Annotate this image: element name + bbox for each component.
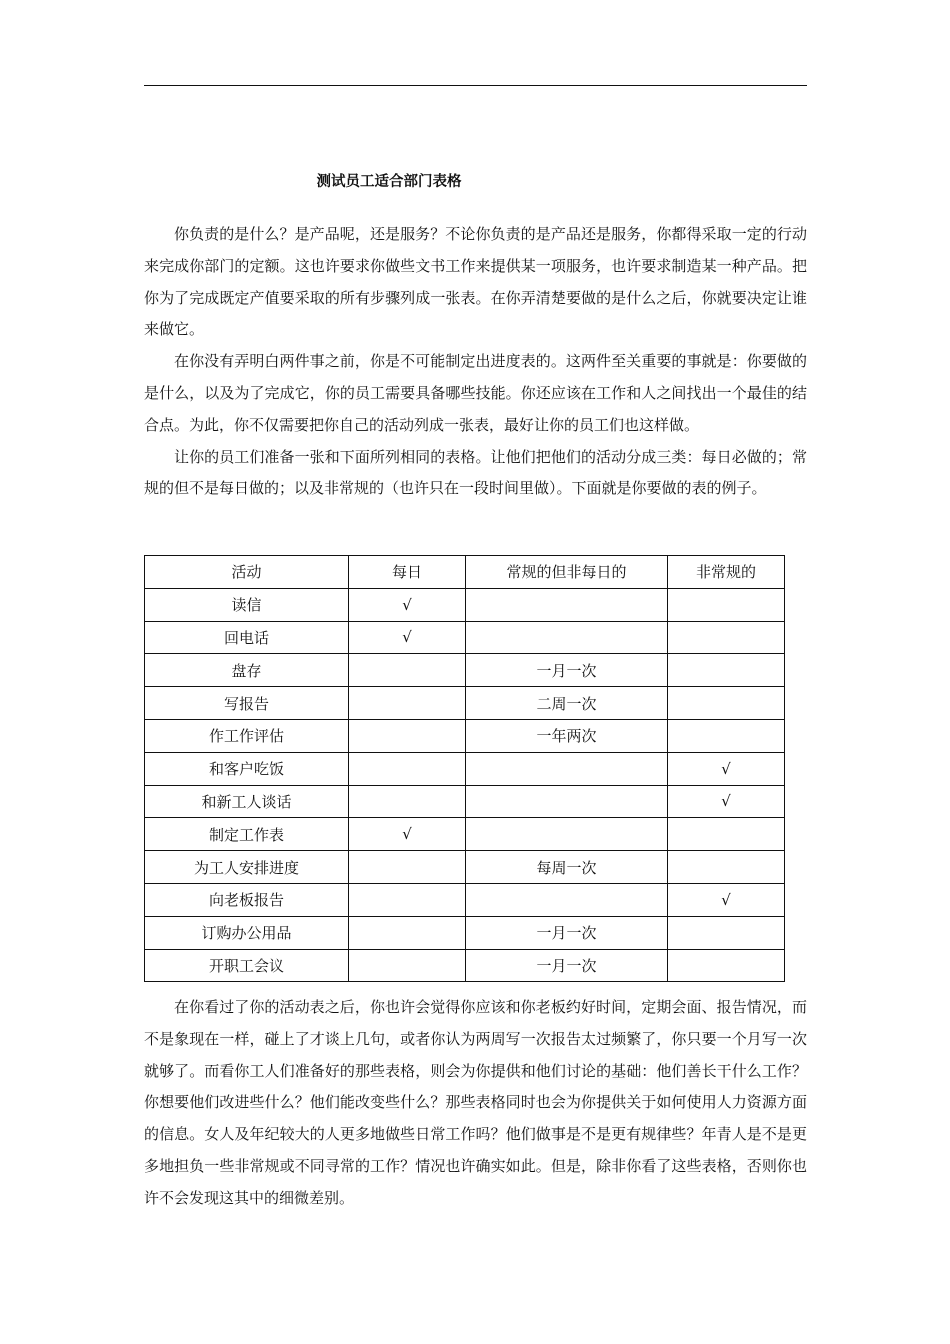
cell-regular-not-daily — [466, 883, 668, 916]
cell-irregular: √ — [668, 883, 785, 916]
intro-paragraph-2: 在你没有弄明白两件事之前，你是不可能制定出进度表的。这两件至关重要的事就是：你要做的是什么，以及为了完成它，你的员工需要具备哪些技能。你还应该在工作和人之间找出一个最佳的结合点。为此，你不仅需要把你自己的活动列成一张表，最好让你的员工们也这样做。 — [144, 352, 807, 434]
cell-activity: 订购办公用品 — [145, 916, 349, 949]
cell-irregular — [668, 949, 785, 982]
cell-activity: 回电话 — [145, 621, 349, 654]
cell-irregular — [668, 719, 785, 752]
cell-daily: √ — [349, 818, 466, 851]
document-title: 测试员工适合部门表格 — [316, 173, 462, 190]
table-row — [145, 621, 785, 654]
table-row — [145, 687, 785, 720]
cell-daily — [349, 687, 466, 720]
outro-paragraph-1: 在你看过了你的活动表之后，你也许会觉得你应该和你老板约好时间，定期会面、报告情况，而不是象现在一样，碰上了才谈上几句，或者你认为两周写一次报告太过频繁了，你只要一个月写一次就够了。而看你工人们准备好的那些表格，则会为你提供和他们讨论的基础：他们善长干什么工作？你想要他们改进些什么？他们能改变些什么？那些表格同时也会为你提供关于如何使用人力资源方面的信息。女人及年纪较大的人更多地做些日常工作吗？他们做事是不是更有规律些？年青人是不是更多地担负一些非常规或不同寻常的工作？情况也许确实如此。但是，除非你看了这些表格，否则你也许不会发现这其中的细微差别。 — [144, 998, 807, 1207]
table-body — [145, 588, 785, 982]
header-rule — [144, 85, 807, 86]
table-row — [145, 785, 785, 818]
cell-activity: 读信 — [145, 588, 349, 621]
cell-regular-not-daily — [466, 752, 668, 785]
outro-section — [144, 992, 807, 1215]
table-row — [145, 883, 785, 916]
cell-irregular — [668, 588, 785, 621]
activity-table — [144, 555, 785, 982]
table-header-row — [145, 556, 785, 589]
cell-irregular — [668, 621, 785, 654]
cell-activity: 和新工人谈话 — [145, 785, 349, 818]
cell-activity: 作工作评估 — [145, 719, 349, 752]
cell-regular-not-daily — [466, 621, 668, 654]
table-row — [145, 752, 785, 785]
cell-regular-not-daily — [466, 818, 668, 851]
cell-regular-not-daily: 一月一次 — [466, 654, 668, 687]
cell-irregular — [668, 654, 785, 687]
cell-irregular: √ — [668, 785, 785, 818]
cell-daily — [349, 654, 466, 687]
cell-activity: 盘存 — [145, 654, 349, 687]
cell-daily — [349, 851, 466, 884]
table-row — [145, 719, 785, 752]
cell-irregular: √ — [668, 752, 785, 785]
cell-activity: 为工人安排进度 — [145, 851, 349, 884]
table-row — [145, 818, 785, 851]
cell-irregular — [668, 851, 785, 884]
cell-activity: 向老板报告 — [145, 883, 349, 916]
intro-section — [144, 219, 807, 505]
cell-regular-not-daily — [466, 785, 668, 818]
cell-daily — [349, 916, 466, 949]
cell-irregular — [668, 687, 785, 720]
cell-irregular — [668, 916, 785, 949]
table-row — [145, 916, 785, 949]
cell-activity: 写报告 — [145, 687, 349, 720]
cell-activity: 和客户吃饭 — [145, 752, 349, 785]
table-row — [145, 588, 785, 621]
cell-irregular — [668, 818, 785, 851]
cell-daily — [349, 752, 466, 785]
table-row — [145, 654, 785, 687]
table-row — [145, 851, 785, 884]
header-activity: 活动 — [145, 556, 349, 589]
cell-regular-not-daily: 每周一次 — [466, 851, 668, 884]
table-row — [145, 949, 785, 982]
cell-daily — [349, 949, 466, 982]
header-regular-not-daily: 常规的但非每日的 — [466, 556, 668, 589]
cell-daily — [349, 883, 466, 916]
cell-daily: √ — [349, 621, 466, 654]
header-irregular: 非常规的 — [668, 556, 785, 589]
cell-regular-not-daily: 一月一次 — [466, 949, 668, 982]
cell-activity: 制定工作表 — [145, 818, 349, 851]
cell-daily — [349, 719, 466, 752]
cell-daily — [349, 785, 466, 818]
cell-regular-not-daily: 二周一次 — [466, 687, 668, 720]
cell-daily: √ — [349, 588, 466, 621]
cell-regular-not-daily: 一年两次 — [466, 719, 668, 752]
cell-regular-not-daily: 一月一次 — [466, 916, 668, 949]
header-daily: 每日 — [349, 556, 466, 589]
intro-paragraph-3: 让你的员工们准备一张和下面所列相同的表格。让他们把他们的活动分成三类：每日必做的；常规的但不是每日做的；以及非常规的（也许只在一段时间里做）。下面就是你要做的表的例子。 — [144, 447, 807, 498]
cell-regular-not-daily — [466, 588, 668, 621]
intro-paragraph-1: 你负责的是什么？是产品呢，还是服务？不论你负责的是产品还是服务，你都得采取一定的行动来完成你部门的定额。这也许要求你做些文书工作来提供某一项服务，也许要求制造某一种产品。把你为了完成既定产值要采取的所有步骤列成一张表。在你弄清楚要做的是什么之后，你就要决定让谁来做它。 — [144, 225, 807, 339]
cell-activity: 开职工会议 — [145, 949, 349, 982]
